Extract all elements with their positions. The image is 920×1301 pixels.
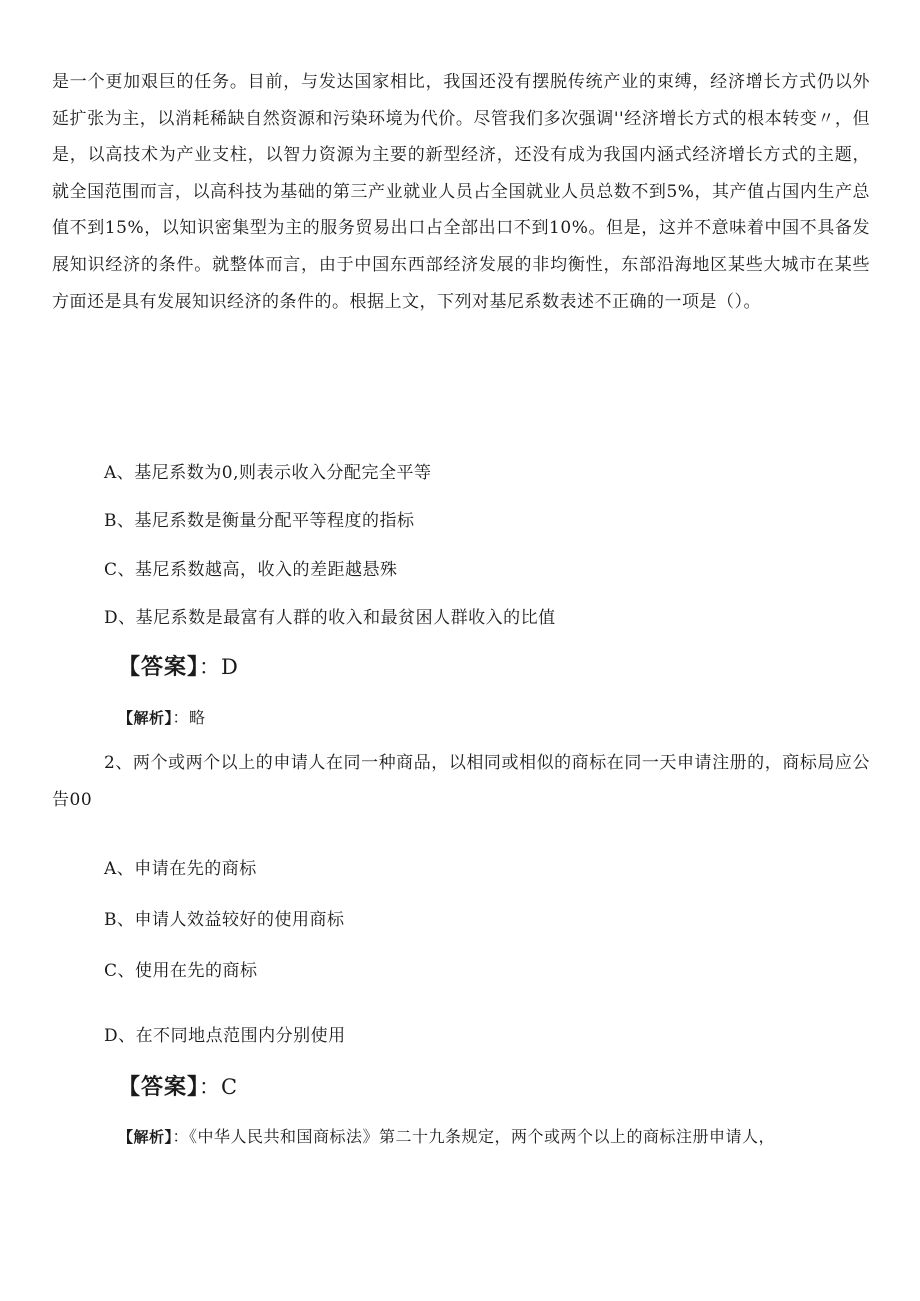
q1-option-d: D、基尼系数是最富有人群的收入和最贫困人群收入的比值	[104, 608, 556, 628]
q1-answer-value: ：D	[199, 655, 239, 679]
q1-option-c: C、基尼系数越高，收入的差距越悬殊	[104, 560, 398, 580]
q1-analysis-text: ：略	[172, 708, 206, 727]
q1-option-b: B、基尼系数是衡量分配平等程度的指标	[104, 511, 415, 531]
q2-analysis-label: 【解析】	[118, 1128, 173, 1146]
q2-answer	[118, 1070, 238, 1101]
q1-answer-label: 【答案】	[118, 655, 200, 680]
q2-option-c: C、使用在先的商标	[104, 961, 258, 981]
q1-analysis	[118, 705, 206, 728]
q2-answer-label: 【答案】	[118, 1075, 200, 1100]
q2-analysis	[118, 1124, 775, 1147]
q2-option-a: A、申请在先的商标	[104, 859, 257, 879]
q2-option-b: B、申请人效益较好的使用商标	[104, 910, 345, 930]
q2-answer-value: ：C	[199, 1075, 239, 1099]
q2-option-d: D、在不同地点范围内分别使用	[104, 1026, 346, 1046]
q1-analysis-label: 【解析】	[118, 709, 173, 727]
q2-stem: 2、两个或两个以上的申请人在同一种商品，以相同或相似的商标在同一天申请注册的，商标局应公告00	[52, 753, 870, 810]
q1-stem: 是一个更加艰巨的任务。目前，与发达国家相比，我国还没有摆脱传统产业的束缚，经济增长方式仍以外延扩张为主，以消耗稀缺自然资源和污染环境为代价。尽管我们多次强调''经济增长方式的根本转变〃，但是，以高技术为产业支柱，以智力资源为主要的新型经济，还没有成为我国内涵式经济增长方式的主题，就全国范围而言，以高科技为基础的第三产业就业人员占全国就业人员总数不到5%，其产值占国内生产总值不到15%，以知识密集型为主的服务贸易出口占全部出口不到10%。但是，这并不意味着中国不具备发展知识经济的条件。就整体而言，由于中国东西部经济发展的非均衡性，东部沿海地区某些大城市在某些方面还是具有发展知识经济的条件的。根据上文，下列对基尼系数表述不正确的一项是（）。	[52, 72, 870, 312]
q1-answer	[118, 650, 239, 681]
q1-option-a: A、基尼系数为0,则表示收入分配完全平等	[104, 463, 432, 483]
q2-analysis-text: ：《中华人民共和国商标法》第二十九条规定，两个或两个以上的商标注册申请人，	[172, 1127, 776, 1146]
